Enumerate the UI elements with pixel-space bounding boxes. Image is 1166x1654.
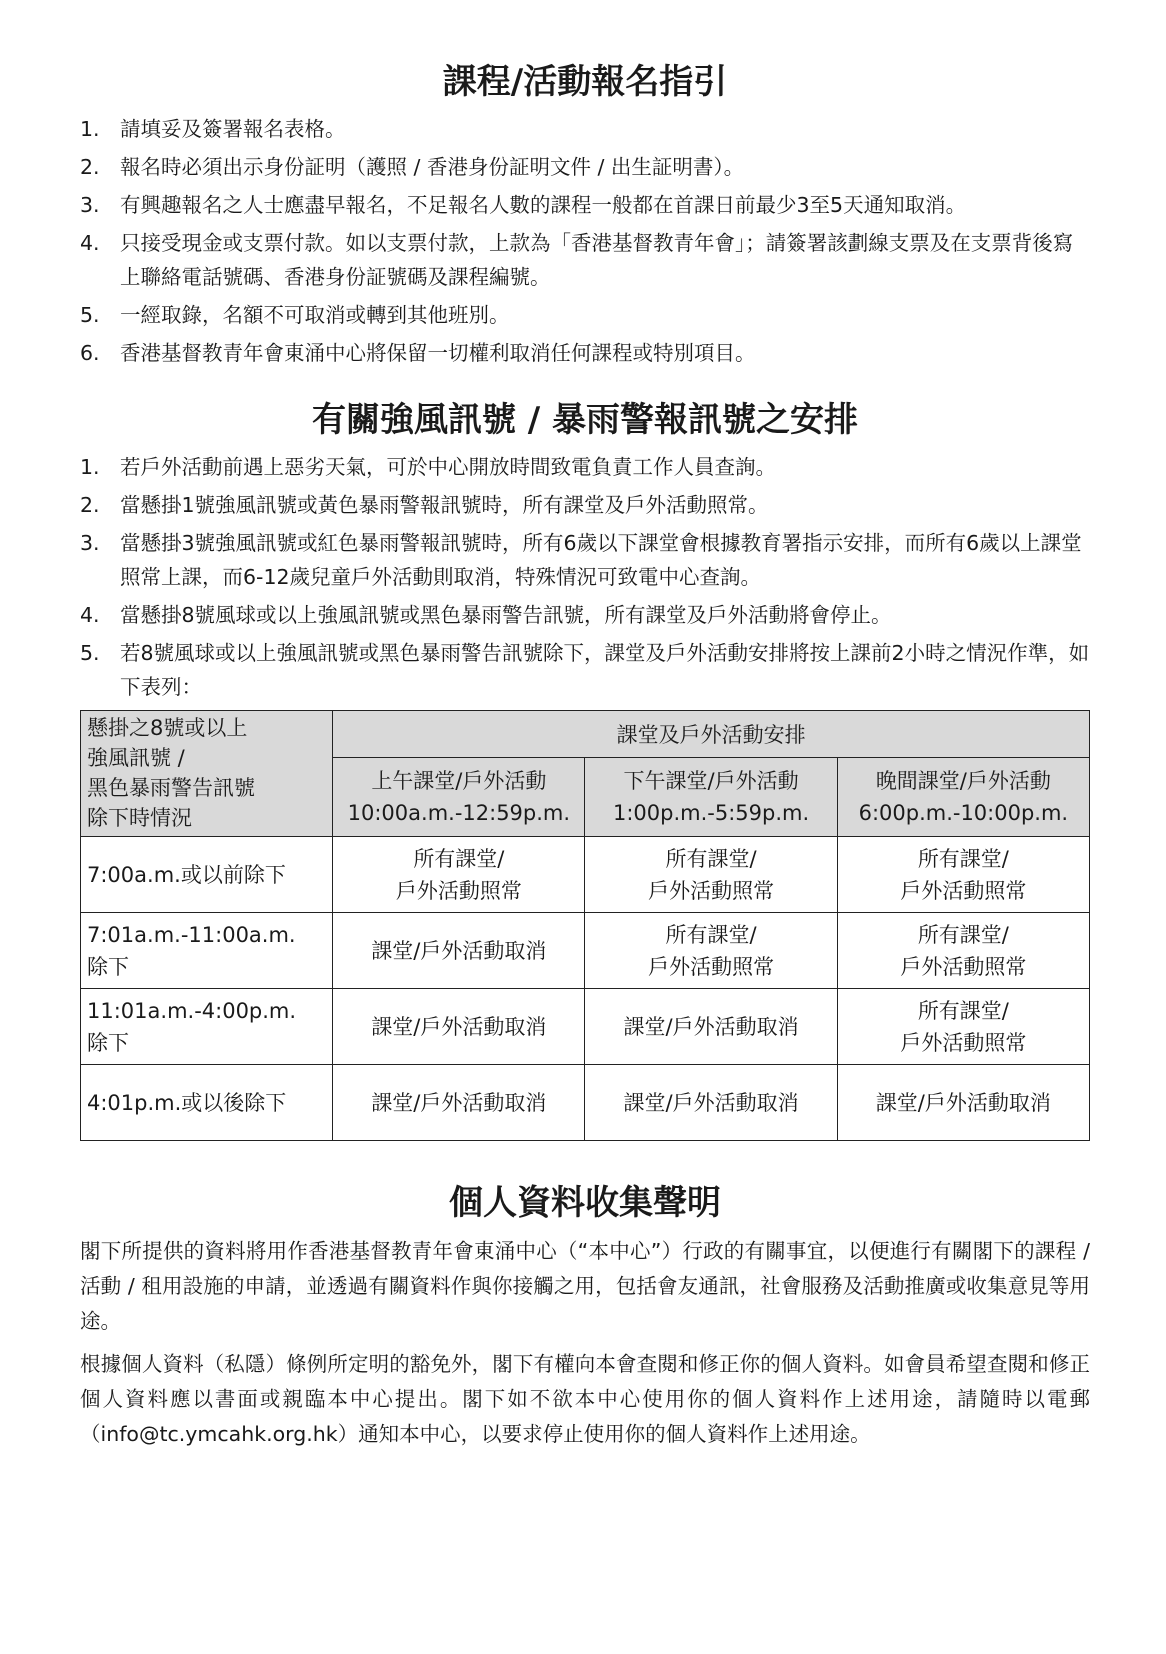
corner-line: 黑色暴雨警告訊號 [87, 776, 255, 801]
list-item [80, 150, 1090, 184]
table-cell [333, 989, 585, 1065]
column-name: 下午課堂/戶外活動 [623, 769, 799, 794]
list-item-text: 只接受現金或支票付款。如以支票付款，上款為「香港基督教青年會」；請簽署該劃線支票及在支票背後寫上聯絡電話號碼、香港身份証號碼及課程編號。 [120, 231, 1074, 290]
list-item-number: 2. [80, 493, 100, 518]
cell-line: 所有課堂/ [413, 846, 505, 871]
corner-line: 強風訊號 / [87, 746, 185, 771]
row-label-line: 4:01p.m.或以後除下 [87, 1090, 287, 1115]
column-time: 10:00a.m.-12:59p.m. [347, 801, 571, 826]
table-group-header: 課堂及戶外活動安排 [333, 711, 1090, 758]
weather-arrangement-table [80, 710, 1090, 1141]
row-label [81, 989, 333, 1065]
list-item [80, 226, 1090, 294]
document-page [80, 60, 1090, 1452]
list-item-number: 1. [80, 455, 100, 480]
list-item-text: 當懸掛3號強風訊號或紅色暴雨警報訊號時，所有6歲以下課堂會根據教育署指示安排，而所有6歲以上課堂照常上課，而6-12歲兒童戶外活動則取消，特殊情況可致電中心查詢。 [120, 531, 1082, 590]
cell-line: 戶外活動照常 [900, 1030, 1027, 1055]
column-header-afternoon [585, 758, 837, 837]
cell-line: 戶外活動照常 [648, 954, 775, 979]
list-item-number: 1. [80, 117, 100, 142]
list-item-number: 3. [80, 193, 100, 218]
corner-line: 除下時情況 [87, 806, 192, 831]
table-row [81, 1065, 1090, 1141]
cell-line: 所有課堂/ [665, 846, 757, 871]
table-cell [837, 989, 1089, 1065]
list-item-text: 有興趣報名之人士應盡早報名，不足報名人數的課程一般都在首課日前最少3至5天通知取消。 [120, 193, 967, 218]
list-item [80, 450, 1090, 484]
list-item-text: 若戶外活動前遇上惡劣天氣，可於中心開放時間致電負責工作人員查詢。 [120, 455, 776, 480]
table-cell [585, 837, 837, 913]
list-item [80, 336, 1090, 370]
list-item [80, 526, 1090, 594]
privacy-paragraph: 閣下所提供的資料將用作香港基督教青年會東涌中心（“本中心”）行政的有關事宜，以便進行有關閣下的課程 / 活動 / 租用設施的申請，並透過有關資料作與你接觸之用，包括會友通訊，社會服務及活動推廣或收集意見等用途。 [80, 1238, 1090, 1333]
list-item-text: 若8號風球或以上強風訊號或黑色暴雨警告訊號除下，課堂及戶外活動安排將按上課前2小時之情況作準，如下表列： [120, 641, 1090, 700]
list-item [80, 188, 1090, 222]
cell-line: 課堂/戶外活動取消 [371, 938, 547, 963]
registration-guidelines-list [80, 112, 1090, 370]
list-item-number: 2. [80, 155, 100, 180]
cell-line: 戶外活動照常 [395, 878, 522, 903]
cell-line: 所有課堂/ [917, 846, 1009, 871]
row-label [81, 1065, 333, 1141]
cell-line: 課堂/戶外活動取消 [623, 1090, 799, 1115]
list-item [80, 598, 1090, 632]
row-label [81, 837, 333, 913]
list-item-text: 當懸掛1號強風訊號或黃色暴雨警報訊號時，所有課堂及戶外活動照常。 [120, 493, 769, 518]
weather-arrangement-list [80, 450, 1090, 704]
table-cell [585, 913, 837, 989]
row-label-line: 7:01a.m.-11:00a.m. [87, 922, 296, 947]
row-label-line: 除下 [87, 954, 129, 979]
column-header-morning [333, 758, 585, 837]
list-item-text: 一經取錄，名額不可取消或轉到其他班別。 [120, 303, 510, 328]
list-item [80, 112, 1090, 146]
list-item-text: 香港基督教青年會東涌中心將保留一切權利取消任何課程或特別項目。 [120, 341, 756, 366]
list-item-number: 5. [80, 303, 100, 328]
cell-line: 所有課堂/ [917, 922, 1009, 947]
list-item-text: 當懸掛8號風球或以上強風訊號或黑色暴雨警告訊號，所有課堂及戶外活動將會停止。 [120, 603, 892, 628]
list-item-number: 4. [80, 231, 100, 256]
list-item-number: 6. [80, 341, 100, 366]
section-title-weather: 有關強風訊號 / 暴雨警報訊號之安排 [311, 400, 859, 441]
table-row [81, 913, 1090, 989]
table-cell [837, 837, 1089, 913]
section-title-privacy: 個人資料收集聲明 [449, 1183, 721, 1224]
table-cell [837, 913, 1089, 989]
privacy-paragraph: 根據個人資料（私隱）條例所定明的豁免外，閣下有權向本會查閱和修正你的個人資料。如會員希望查閱和修正個人資料應以書面或親臨本中心提出。閣下如不欲本中心使用你的個人資料作上述用途，請隨時以電郵（info@tc.ymcahk.org.hk）通知本中心，以要求停止使用你的個人資料作上述用途。 [80, 1351, 1090, 1446]
section-title-registration: 課程/活動報名指引 [442, 62, 728, 102]
column-time: 1:00p.m.-5:59p.m. [613, 801, 810, 826]
table-row [81, 989, 1090, 1065]
column-name: 上午課堂/戶外活動 [371, 769, 547, 794]
table-cell [333, 913, 585, 989]
cell-line: 戶外活動照常 [900, 878, 1027, 903]
cell-line: 戶外活動照常 [648, 878, 775, 903]
table-corner-header [81, 711, 333, 837]
cell-line: 課堂/戶外活動取消 [371, 1014, 547, 1039]
column-time: 6:00p.m.-10:00p.m. [858, 801, 1069, 826]
list-item-number: 5. [80, 641, 100, 666]
corner-line: 懸掛之8號或以上 [87, 716, 248, 741]
cell-line: 課堂/戶外活動取消 [875, 1090, 1051, 1115]
cell-line: 所有課堂/ [665, 922, 757, 947]
column-header-evening [837, 758, 1089, 837]
table-row [81, 837, 1090, 913]
cell-line: 課堂/戶外活動取消 [371, 1090, 547, 1115]
cell-line: 所有課堂/ [917, 998, 1009, 1023]
table-cell [585, 989, 837, 1065]
cell-line: 戶外活動照常 [900, 954, 1027, 979]
row-label-line: 11:01a.m.-4:00p.m. [87, 998, 297, 1023]
table-cell [333, 837, 585, 913]
table-cell [585, 1065, 837, 1141]
table-cell [837, 1065, 1089, 1141]
list-item-number: 3. [80, 531, 100, 556]
list-item [80, 298, 1090, 332]
list-item [80, 636, 1090, 704]
row-label-line: 7:00a.m.或以前除下 [87, 862, 286, 887]
list-item-text: 請填妥及簽署報名表格。 [120, 117, 346, 142]
column-name: 晚間課堂/戶外活動 [875, 769, 1051, 794]
row-label-line: 除下 [87, 1030, 129, 1055]
cell-line: 課堂/戶外活動取消 [623, 1014, 799, 1039]
list-item-text: 報名時必須出示身份証明（護照 / 香港身份証明文件 / 出生証明書）。 [120, 155, 745, 180]
list-item [80, 488, 1090, 522]
table-cell [333, 1065, 585, 1141]
list-item-number: 4. [80, 603, 100, 628]
row-label [81, 913, 333, 989]
